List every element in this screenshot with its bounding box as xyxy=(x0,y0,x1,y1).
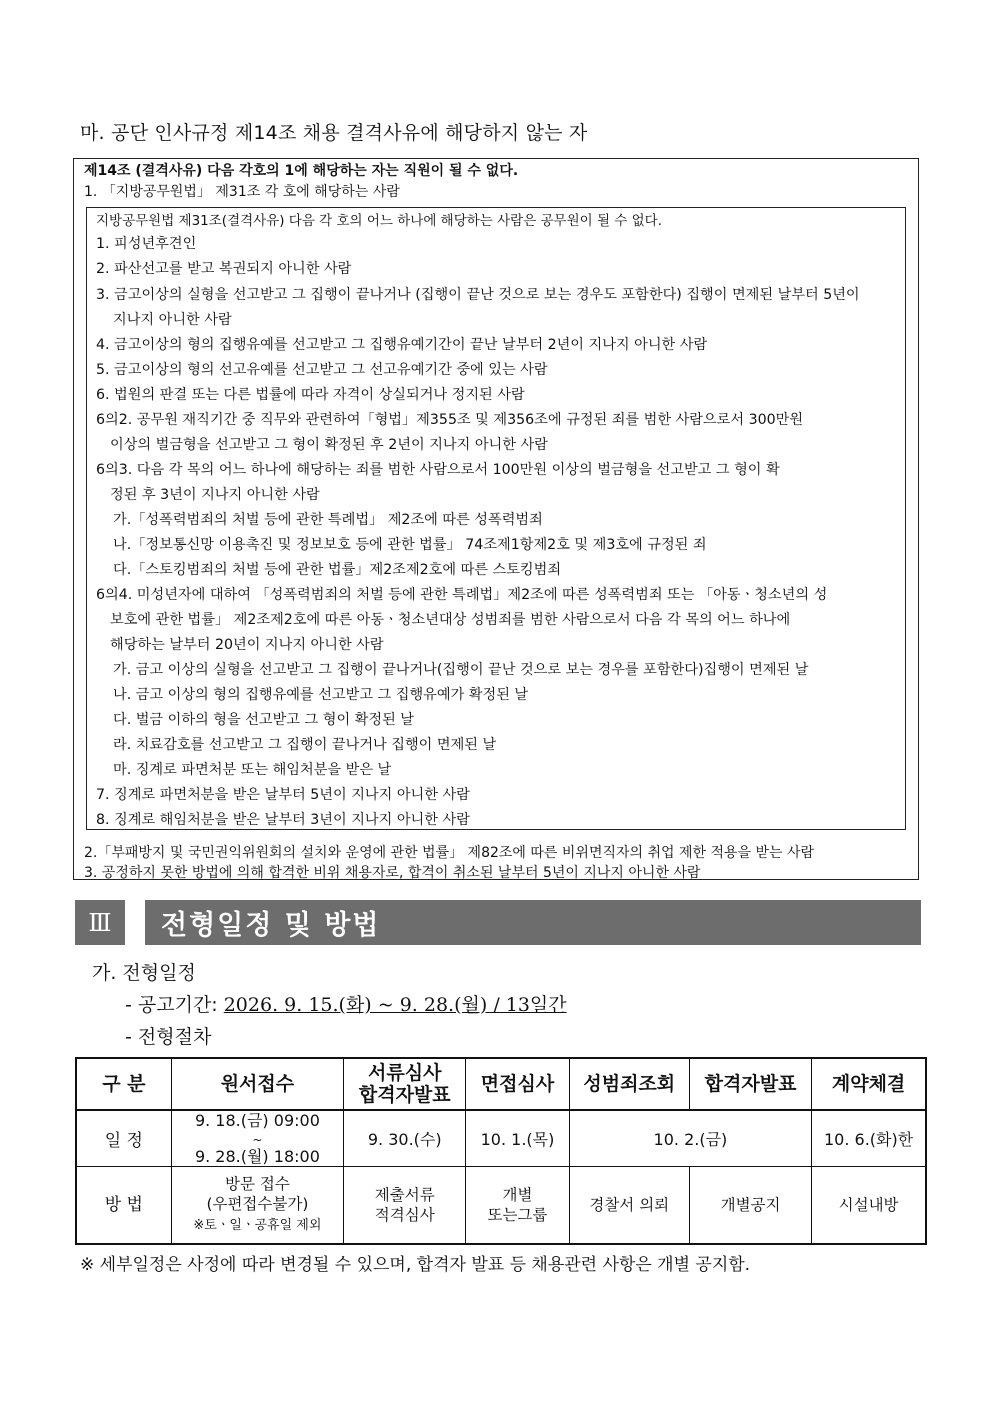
law-line: 2. 파산선고를 받고 복권되지 아니한 사람 xyxy=(96,261,352,277)
law-line: 5. 금고이상의 형의 선고유예를 선고받고 그 선고유예기간 중에 있는 사람 xyxy=(96,362,548,378)
law-line: 7. 징계로 파면처분을 받은 날부터 5년이 지나지 아니한 사람 xyxy=(96,787,470,803)
law-line: 6의2. 공무원 재직기간 중 직무와 관련하여「형법」제355조 및 제356조에 규정된 죄를 범한 사람으로서 300만원 xyxy=(96,412,804,428)
check-and-announcement-date: 10. 2.(금) xyxy=(569,1110,812,1167)
document-screening-date: 9. 30.(수) xyxy=(344,1110,466,1167)
table-row xyxy=(76,1110,926,1167)
application-end: 9. 28.(월) 18:00 xyxy=(194,1146,320,1166)
table-row xyxy=(76,1167,926,1245)
law-line: 가. 금고 이상의 실형을 선고받고 그 집행이 끝나거나(집행이 끝난 것으로 보는 경우를 포함한다)집행이 면제된 날 xyxy=(113,662,809,678)
schedule-note: ※ 세부일정은 사정에 따라 변경될 수 있으며, 합격자 발표 등 채용관련 사항은 개별 공지함. xyxy=(80,1255,751,1275)
law-line: 보호에 관한 법률」 제2조제2호에 따른 아동ㆍ청소년대상 성범죄를 범한 사람으로서 다음 각 목의 어느 하나에 xyxy=(110,612,791,628)
article-14-item-2: 2.「부패방지 및 국민권익위원회의 설치와 운영에 관한 법률」 제82조에 따른 비위면직자의 취업 제한 적용을 받는 사람 xyxy=(84,845,815,861)
criminal-check-method: 경찰서 의뢰 xyxy=(569,1167,689,1245)
law-line: 6. 법원의 판결 또는 다른 법률에 따라 자격이 상실되거나 정지된 사람 xyxy=(96,387,525,403)
law-line: 3. 금고이상의 실형을 선고받고 그 집행이 끝나거나 (집행이 끝난 것으로 보는 경우도 포함한다) 집행이 면제된 날부터 5년이 xyxy=(96,287,860,303)
header-final-announcement: 합격자발표 xyxy=(689,1058,811,1110)
article-14-item-3: 3. 공정하지 못한 방법에 의해 합격한 비위 채용자로, 합격이 취소된 날부터 5년이 지나지 아니한 사람 xyxy=(84,865,701,881)
notice-period-value: 2026. 9. 15.(화) ~ 9. 28.(월) / 13일간 xyxy=(223,994,567,1016)
section-heading-ma: 마. 공단 인사규정 제14조 채용 결격사유에 해당하지 않는 자 xyxy=(80,122,588,144)
header-contract: 계약체결 xyxy=(812,1058,926,1110)
law-line: 6의3. 다음 각 목의 어느 하나에 해당하는 죄를 범한 사람으로서 100만원 이상의 벌금형을 선고받고 그 형이 확 xyxy=(96,462,780,478)
section-title: 전형일정 및 방법 xyxy=(145,900,921,945)
application-method xyxy=(171,1167,343,1245)
law-line: 라. 치료감호를 선고받고 그 집행이 끝나거나 집행이 면제된 날 xyxy=(113,737,497,753)
law-line: 다. 벌금 이하의 형을 선고받고 그 형이 확정된 날 xyxy=(113,712,414,728)
law-line: 6의4. 미성년자에 대하여 「성폭력범죄의 처벌 등에 관한 특례법」제2조에 따른 성폭력범죄 또는 「아동ㆍ청소년의 성 xyxy=(96,587,828,603)
procedure-label: - 전형절차 xyxy=(125,1026,212,1048)
application-period xyxy=(171,1110,343,1167)
law-line: 1. 피성년후견인 xyxy=(96,236,197,252)
interview-method-line2: 또는그룹 xyxy=(487,1206,548,1224)
law-line: 지방공무원법 제31조(결격사유) 다음 각 호의 어느 하나에 해당하는 사람은 공무원이 될 수 없다. xyxy=(96,213,663,229)
schedule-table xyxy=(75,1057,927,1245)
law-line: 8. 징계로 해임처분을 받은 날부터 3년이 지나지 아니한 사람 xyxy=(96,812,470,828)
document-method-line2: 적격심사 xyxy=(374,1206,435,1224)
document-screening-method xyxy=(344,1167,466,1245)
application-method-line3: ※토ㆍ일ㆍ공휴일 제외 xyxy=(193,1218,322,1233)
interview-method-line1: 개별 xyxy=(502,1186,533,1204)
contract-method: 시설내방 xyxy=(812,1167,926,1245)
application-method-line1: 방문 접수 xyxy=(225,1175,290,1193)
law-line: 가.「성폭력범죄의 처벌 등에 관한 특례법」 제2조에 따른 성폭력범죄 xyxy=(113,512,543,528)
interview-date: 10. 1.(목) xyxy=(466,1110,569,1167)
law-line: 해당하는 날부터 20년이 지나지 아니한 사람 xyxy=(110,637,384,653)
table-header-row xyxy=(76,1058,926,1110)
law-line: 나.「정보통신망 이용촉진 및 정보보호 등에 관한 법률」 74조제1항제2호 및 제3호에 규정된 죄 xyxy=(113,537,707,553)
header-document-screening-line2: 합격자발표 xyxy=(358,1084,451,1106)
header-document-screening xyxy=(344,1058,466,1110)
application-start: 9. 18.(금) 09:00 xyxy=(194,1110,320,1130)
announcement-method: 개별공지 xyxy=(689,1167,811,1245)
notice-period-label: - 공고기간: xyxy=(125,994,218,1016)
header-criminal-check: 성범죄조회 xyxy=(569,1058,689,1110)
law-line: 나. 금고 이상의 형의 집행유예를 선고받고 그 집행유예가 확정된 날 xyxy=(113,687,529,703)
interview-method xyxy=(466,1167,569,1245)
law-line: 4. 금고이상의 형의 집행유예를 선고받고 그 집행유예기간이 끝난 날부터 2년이 지나지 아니한 사람 xyxy=(96,337,708,353)
section-number: Ⅲ xyxy=(75,900,125,945)
article-14-item-1: 1. 「지방공무원법」 제31조 각 호에 해당하는 사람 xyxy=(84,184,400,200)
article-14-title: 제14조 (결격사유) 다음 각호의 1에 해당하는 자는 직원이 될 수 없다. xyxy=(84,163,519,179)
law-line: 이상의 벌금형을 선고받고 그 형이 확정된 후 2년이 지나지 아니한 사람 xyxy=(110,437,548,453)
document-method-line1: 제출서류 xyxy=(374,1186,435,1204)
application-tilde: ~ xyxy=(252,1132,263,1147)
law-line: 마. 징계로 파면처분 또는 해임처분을 받은 날 xyxy=(113,762,392,778)
application-method-line2: (우편접수불가) xyxy=(206,1195,309,1213)
row-label-method: 방 법 xyxy=(76,1167,171,1245)
notice-period xyxy=(125,990,567,1017)
header-category: 구 분 xyxy=(76,1058,171,1110)
header-interview: 면접심사 xyxy=(466,1058,569,1110)
header-document-screening-line1: 서류심사 xyxy=(368,1062,442,1084)
row-label-schedule: 일 정 xyxy=(76,1110,171,1167)
law-line: 정된 후 3년이 지나지 아니한 사람 xyxy=(110,487,320,503)
header-application: 원서접수 xyxy=(171,1058,343,1110)
law-line: 다.「스토킹범죄의 처벌 등에 관한 법률」제2조제2호에 따른 스토킹범죄 xyxy=(113,562,562,578)
schedule-heading: 가. 전형일정 xyxy=(92,962,196,984)
contract-date: 10. 6.(화)한 xyxy=(812,1110,926,1167)
law-line: 지나지 아니한 사람 xyxy=(113,312,232,328)
